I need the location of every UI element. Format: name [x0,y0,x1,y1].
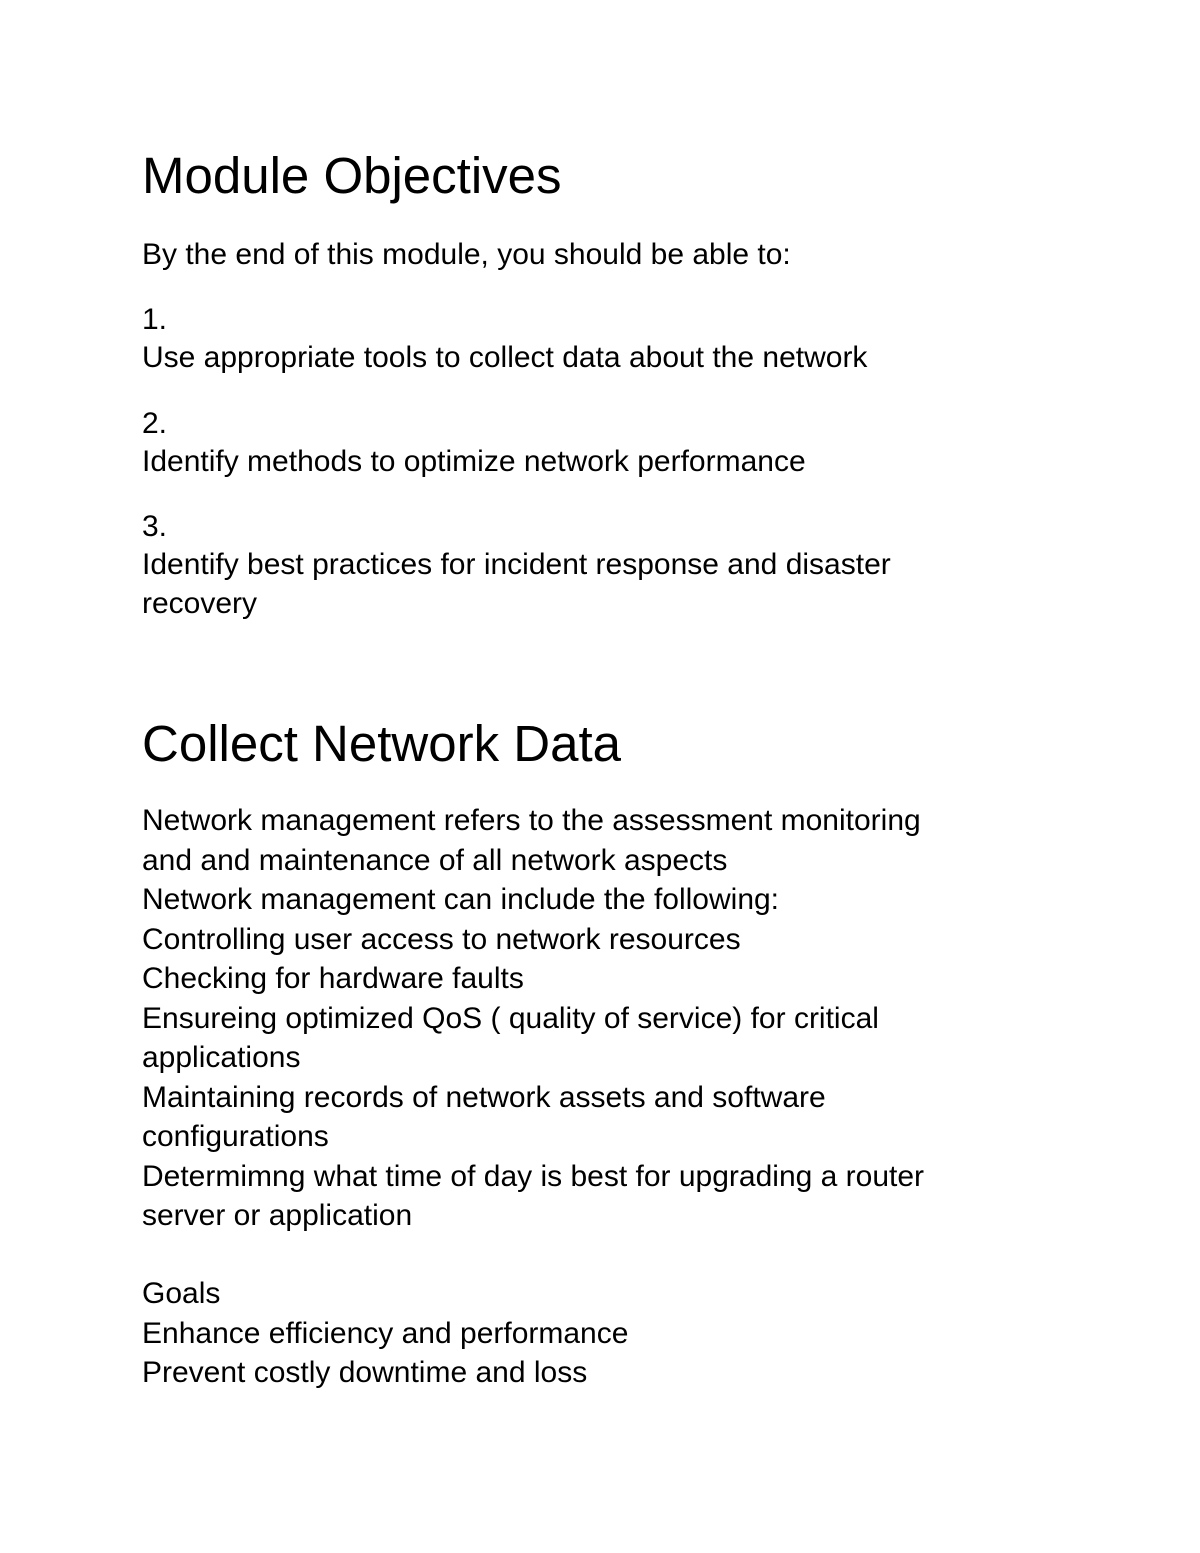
body-line: Determimng what time of day is best for upgrading a router [142,1160,925,1193]
body-line: Controlling user access to network resources [142,923,741,956]
goal-item: Prevent costly downtime and loss [142,1356,588,1389]
objective-number-2: 2. [142,407,168,440]
body-line: Maintaining records of network assets and software [142,1081,826,1114]
body-line: Checking for hardware faults [142,962,524,995]
objective-number-1: 1. [142,303,168,336]
body-line: and and maintenance of all network aspects [142,844,728,877]
objectives-intro: By the end of this module, you should be able to: [142,238,791,271]
body-line: configurations [142,1120,329,1153]
body-line: server or application [142,1199,413,1232]
objective-number-3: 3. [142,510,168,543]
objective-text-1: Use appropriate tools to collect data about the network [142,341,868,374]
body-line: Network management can include the following: [142,883,780,916]
body-line: Ensureing optimized QoS ( quality of service) for critical [142,1002,879,1035]
objective-text-3: Identify best practices for incident response and disaster [142,548,891,581]
objective-text-3-cont: recovery [142,587,258,620]
section-title-module-objectives: Module Objectives [142,147,562,204]
objective-text-2: Identify methods to optimize network performance [142,445,806,478]
body-line: applications [142,1041,301,1074]
goal-item: Enhance efficiency and performance [142,1317,629,1350]
section-title-collect-network-data: Collect Network Data [142,715,621,772]
goals-heading: Goals [142,1277,221,1310]
body-line: Network management refers to the assessment monitoring [142,804,921,837]
